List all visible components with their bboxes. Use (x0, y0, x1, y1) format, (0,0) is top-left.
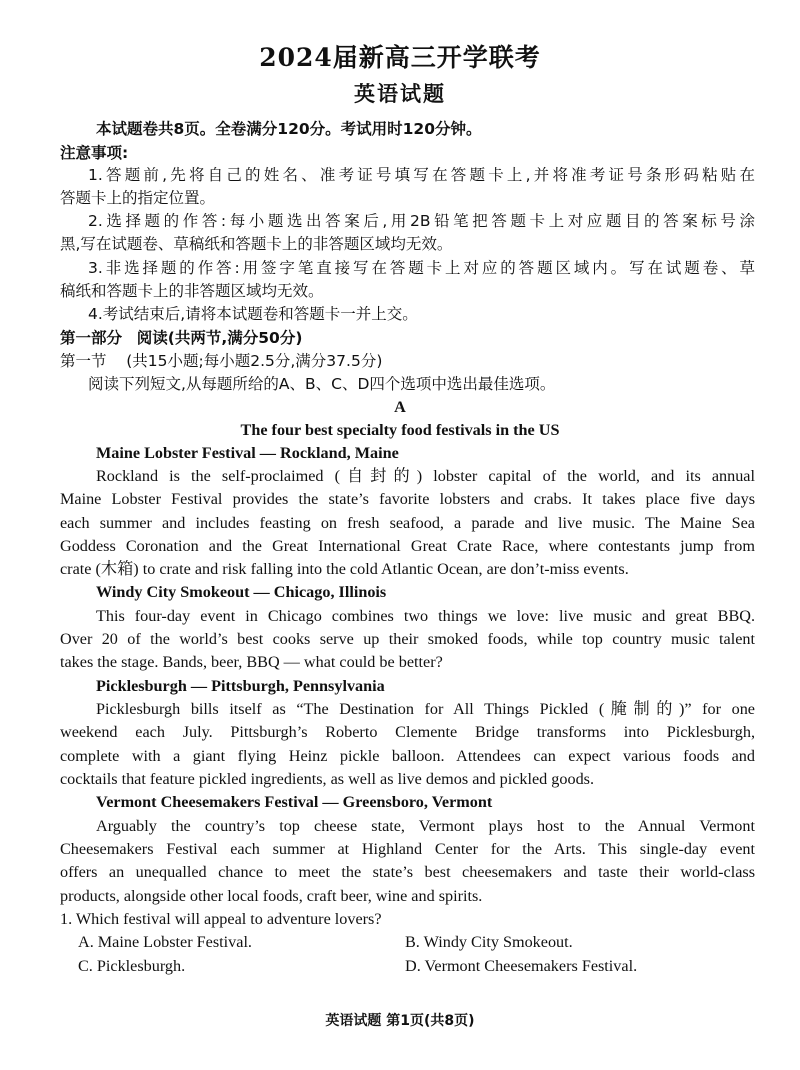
festival-text-line: Maine Lobster Festival provides the state’s favorite lobsters and crabs. It takes place five days (60, 490, 755, 508)
part-label: 第一部分 (60, 329, 123, 347)
notice-2-line-2: 黑,写在试题卷、草稿纸和答题卡上的非答题区域均无效。 (60, 235, 453, 253)
exam-title: 2024届新高三开学联考 (259, 43, 541, 72)
festival-text-line: This four-day event in Chicago combines two things we love: live music and great BBQ. (96, 607, 755, 625)
exam-info: 本试题卷共8页。全卷满分120分。考试用时120分钟。 (96, 120, 482, 138)
festival-text-line: takes the stage. Bands, beer, BBQ — what could be better? (60, 653, 443, 671)
part-title: 阅读(共两节,满分50分) (136, 329, 303, 347)
festival-text-line: crate (木箱) to crate and risk falling into the cold Atlantic Ocean, are don’t-miss events. (60, 560, 629, 578)
question-stem: 1. Which festival will appeal to adventure lovers? (60, 910, 382, 928)
notice-heading: 注意事项: (60, 144, 129, 162)
festival-text-line: weekend each July. Pittsburgh’s Roberto Clemente Bridge transforms into Picklesburgh, (60, 723, 755, 741)
festival-text-line: cocktails that feature pickled ingredients, as well as live demos and pickled goods. (60, 770, 595, 788)
notice-3-line-2: 稿纸和答题卡上的非答题区域均无效。 (60, 282, 324, 300)
festival-text-line: Over 20 of the world’s best cooks serve up their smoked foods, while top country music talent (60, 630, 755, 648)
festival-text-line: offers an unequalled chance to meet the state’s best cheesemakers and taste their world-class (60, 863, 755, 881)
section-label: 第一节 (60, 352, 107, 370)
part-heading (60, 328, 755, 348)
festival-text-line: Rockland is the self-proclaimed (自封的) lobster capital of the world, and its annual (96, 467, 755, 485)
festival-text-line: Picklesburgh bills itself as “The Destination for All Things Pickled (腌制的)” for one (96, 700, 755, 718)
option-d: D. Vermont Cheesemakers Festival. (405, 957, 638, 975)
section-desc: (共15小题;每小题2.5分,满分37.5分) (126, 352, 383, 370)
festival-text-line: Arguably the country’s top cheese state, Vermont plays host to the Annual Vermont (96, 817, 755, 835)
section-heading (60, 351, 755, 371)
notice-3-line-1: 3.非选择题的作答:用签字笔直接写在答题卡上对应的答题区域内。写在试题卷、草 (88, 259, 755, 277)
festival-heading: Windy City Smokeout — Chicago, Illinois (96, 583, 387, 601)
notice-2-line-1: 2.选择题的作答:每小题选出答案后,用2B铅笔把答题卡上对应题目的答案标号涂 (88, 212, 755, 230)
option-a: A. Maine Lobster Festival. (78, 933, 252, 951)
festival-text-line: complete with a giant flying Heinz pickle balloon. Attendees can expect various foods and (60, 747, 755, 765)
page-footer: 英语试题 第1页(共8页) (325, 1013, 475, 1029)
notice-4: 4.考试结束后,请将本试题卷和答题卡一并上交。 (88, 305, 418, 323)
notice-1-line-1: 1.答题前,先将自己的姓名、准考证号填写在答题卡上,并将准考证号条形码粘贴在 (88, 166, 755, 184)
passage-letter: A (394, 398, 406, 416)
option-b: B. Windy City Smokeout. (405, 933, 573, 951)
festival-text-line: Goddess Coronation and the Great International Great Crate Race, where contestants jump from (60, 537, 755, 555)
option-c: C. Picklesburgh. (78, 957, 186, 975)
festival-text-line: products, alongside other local foods, craft beer, wine and spirits. (60, 887, 483, 905)
exam-subtitle: 英语试题 (354, 81, 446, 106)
passage-title: The four best specialty food festivals in the US (240, 421, 560, 439)
notice-1-line-2: 答题卡上的指定位置。 (60, 189, 216, 207)
festival-heading: Vermont Cheesemakers Festival — Greensboro, Vermont (96, 793, 493, 811)
festival-heading: Maine Lobster Festival — Rockland, Maine (96, 444, 399, 462)
festival-text-line: Cheesemakers Festival each summer at Highland Center for the Arts. This single-day event (60, 840, 755, 858)
festival-heading: Picklesburgh — Pittsburgh, Pennsylvania (96, 677, 385, 695)
section-instruction: 阅读下列短文,从每题所给的A、B、C、D四个选项中选出最佳选项。 (88, 375, 556, 393)
festival-text-line: each summer and includes feasting on fresh seafood, a parade and live music. The Maine Sea (60, 514, 755, 532)
